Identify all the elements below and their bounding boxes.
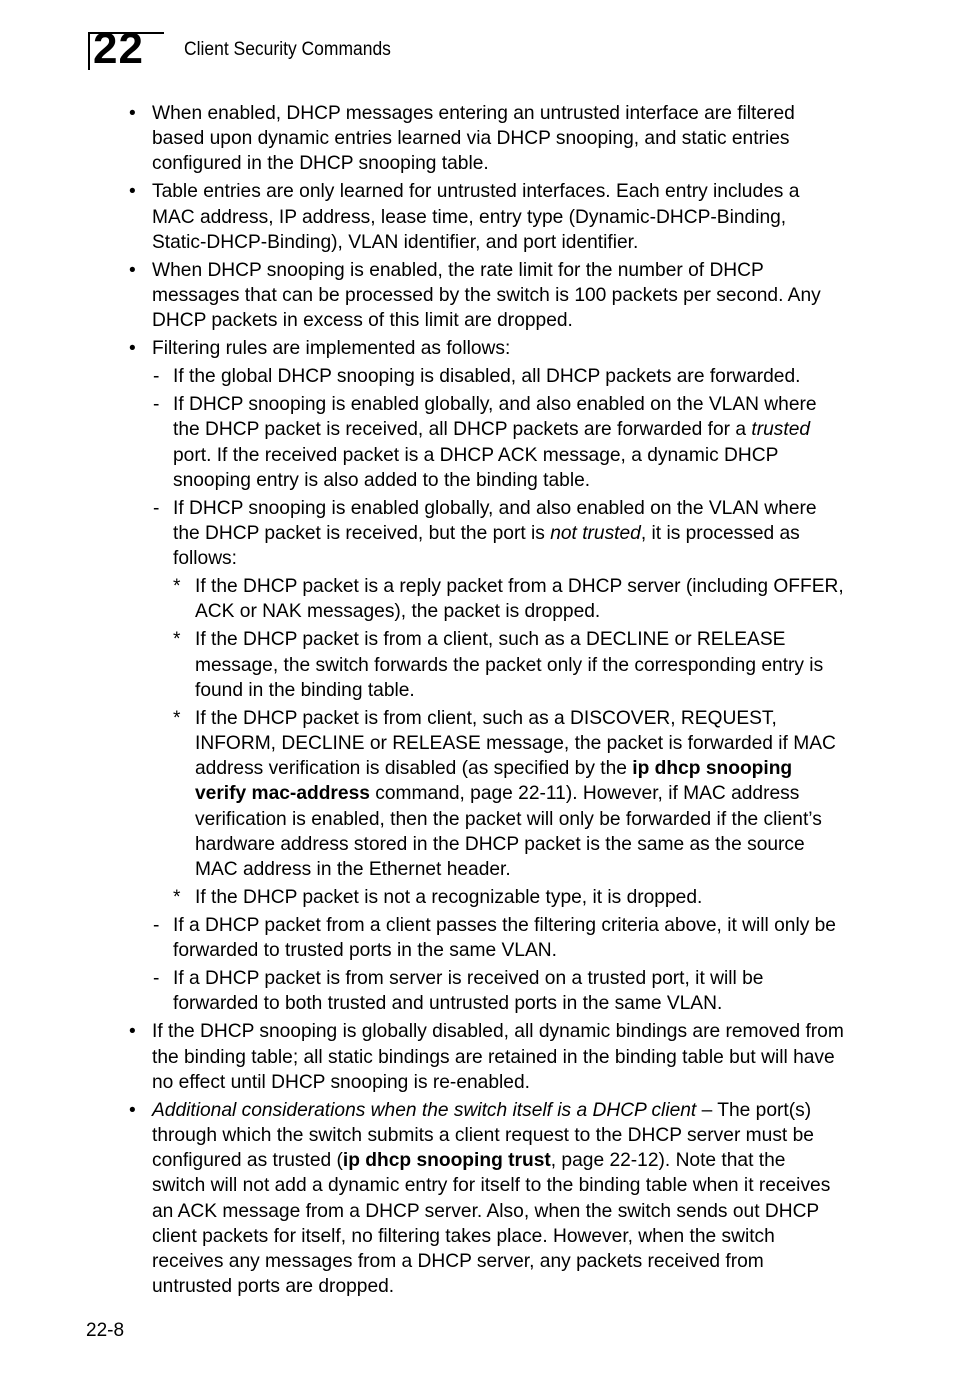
chapter-title: Client Security Commands — [184, 39, 391, 60]
item-text — [152, 260, 821, 331]
body-content — [126, 101, 844, 1302]
command-name: ip dhcp snooping trust — [342, 1150, 551, 1172]
bullet-item — [126, 258, 844, 334]
sub-sub-item — [126, 574, 844, 624]
sub-item — [126, 392, 844, 493]
text-run: Table entries are only learned for untrusted interfaces. Each entry includes a MAC address, IP address, lease time, entry type (Dynamic-DHCP-Binding, Static-DHCP-Binding), VLAN identifier, and port identifier. — [152, 181, 800, 253]
sub-sub-item — [126, 627, 844, 703]
list-marker: • — [129, 1099, 136, 1121]
text-run: When DHCP snooping is enabled, the rate limit for the number of DHCP messages that can be processed by the switch is 100 packets per second. Any DHCP packets in excess of this limit are dropped. — [152, 259, 821, 332]
text-run: Filtering rules are implemented as follows: — [152, 338, 511, 360]
item-text — [173, 968, 763, 1014]
text-run: If a DHCP packet from a client passes the filtering criteria above, it will only be forwarded to trusted ports in the same VLAN. — [173, 915, 836, 962]
list-marker: • — [129, 259, 136, 281]
item-text — [152, 181, 799, 252]
text-run: If the DHCP packet is from a client, such as a DECLINE or RELEASE message, the switch forwards the packet only if the corresponding entry is found in the binding table. — [195, 629, 824, 701]
text-run: If the global DHCP snooping is disabled, all DHCP packets are forwarded. — [173, 366, 801, 388]
text-run: If the DHCP snooping is globally disabled, all dynamic bindings are removed from the binding table; all static bindings are retained in the binding table but will have no effect until DHCP snooping is re-enabled. — [152, 1021, 844, 1093]
item-text — [152, 338, 510, 359]
bullet-item — [126, 1019, 844, 1095]
item-text — [195, 629, 823, 700]
bullet-item — [126, 336, 844, 361]
sub-item — [126, 966, 844, 1016]
item-text — [152, 103, 795, 174]
bullet-item — [126, 101, 844, 177]
command-name: ip dhcp snooping verify mac-address — [195, 758, 793, 805]
sub-item — [126, 496, 844, 572]
sub-sub-item — [126, 706, 844, 882]
item-text — [173, 366, 800, 387]
emphasis-text: not trusted — [550, 523, 641, 545]
list-marker: - — [153, 915, 160, 937]
emphasis-text: Additional considerations when the switch itself is a DHCP client — [152, 1099, 697, 1121]
item-text — [173, 394, 817, 491]
list-marker: * — [173, 887, 181, 909]
chapter-number: 22 — [93, 24, 144, 73]
sub-item — [126, 364, 844, 389]
list-marker: • — [129, 103, 136, 124]
list-marker: - — [153, 394, 160, 416]
item-text — [173, 498, 817, 569]
item-text — [195, 576, 844, 622]
text-run: command, page 22-11). However, if MAC address verification is enabled, then the packet will only be forwarded if the client’s hardware address stored in the DHCP packet is the same as the source MAC address in the Ethernet header. — [195, 783, 822, 881]
item-text — [195, 708, 836, 880]
text-run: When enabled, DHCP messages entering an untrusted interface are filtered based upon dynamic entries learned via DHCP snooping, and static entries configured in the DHCP snooping table. — [152, 103, 795, 175]
page-header — [88, 24, 888, 73]
item-text — [173, 915, 836, 961]
text-run: If the DHCP packet is from client, such as a DISCOVER, REQUEST, INFORM, DECLINE or RELEASE message, the packet is forwarded if MAC address verification is disabled (as specified by the — [195, 707, 836, 780]
list-marker: • — [129, 338, 136, 360]
list-marker: • — [129, 1021, 136, 1043]
text-run: If DHCP snooping is enabled globally, and also enabled on the VLAN where the DHCP packet is received, all DHCP packets are forwarded for a — [173, 394, 817, 441]
list-marker: - — [153, 968, 160, 990]
text-run: If a DHCP packet is from server is received on a trusted port, it will be forwarded to both trusted and untrusted ports in the same VLAN. — [173, 968, 764, 1015]
text-run: , it is processed as follows: — [173, 523, 800, 570]
item-text — [152, 1100, 830, 1297]
page-number: 22-8 — [86, 1320, 125, 1341]
sub-item — [126, 913, 844, 963]
list-marker: * — [173, 576, 181, 598]
list-marker: * — [173, 629, 181, 651]
list-marker: • — [129, 181, 136, 203]
bullet-item — [126, 1098, 844, 1300]
list-marker: * — [173, 707, 181, 729]
text-run: – The port(s) through which the switch submits a client request to the DHCP server must be configured as trusted ( — [152, 1099, 814, 1172]
item-text — [152, 1021, 844, 1092]
text-run: , page 22-12). Note that the switch will not add a dynamic entry for itself to the binding table when it receives an ACK message from a DHCP server. Also, when the switch sends out DHCP client packets for itself, no filtering takes place. However, when the switch receives any messages from a DHCP server, any packets received from untrusted ports are dropped. — [152, 1150, 831, 1298]
list-marker: - — [153, 366, 160, 388]
item-text — [195, 887, 702, 908]
text-run: If DHCP snooping is enabled globally, and also enabled on the VLAN where the DHCP packet is received, but the port is — [173, 497, 817, 545]
bullet-item — [126, 179, 844, 255]
list-marker: - — [153, 497, 160, 519]
text-run: If the DHCP packet is a reply packet from a DHCP server (including OFFER, ACK or NAK messages), the packet is dropped. — [195, 576, 844, 623]
text-run: port. If the received packet is a DHCP ACK message, a dynamic DHCP snooping entry is also added to the binding table. — [173, 444, 779, 491]
sub-sub-item — [126, 885, 844, 910]
text-run: If the DHCP packet is not a recognizable type, it is dropped. — [195, 887, 703, 909]
emphasis-text: trusted — [751, 419, 811, 441]
